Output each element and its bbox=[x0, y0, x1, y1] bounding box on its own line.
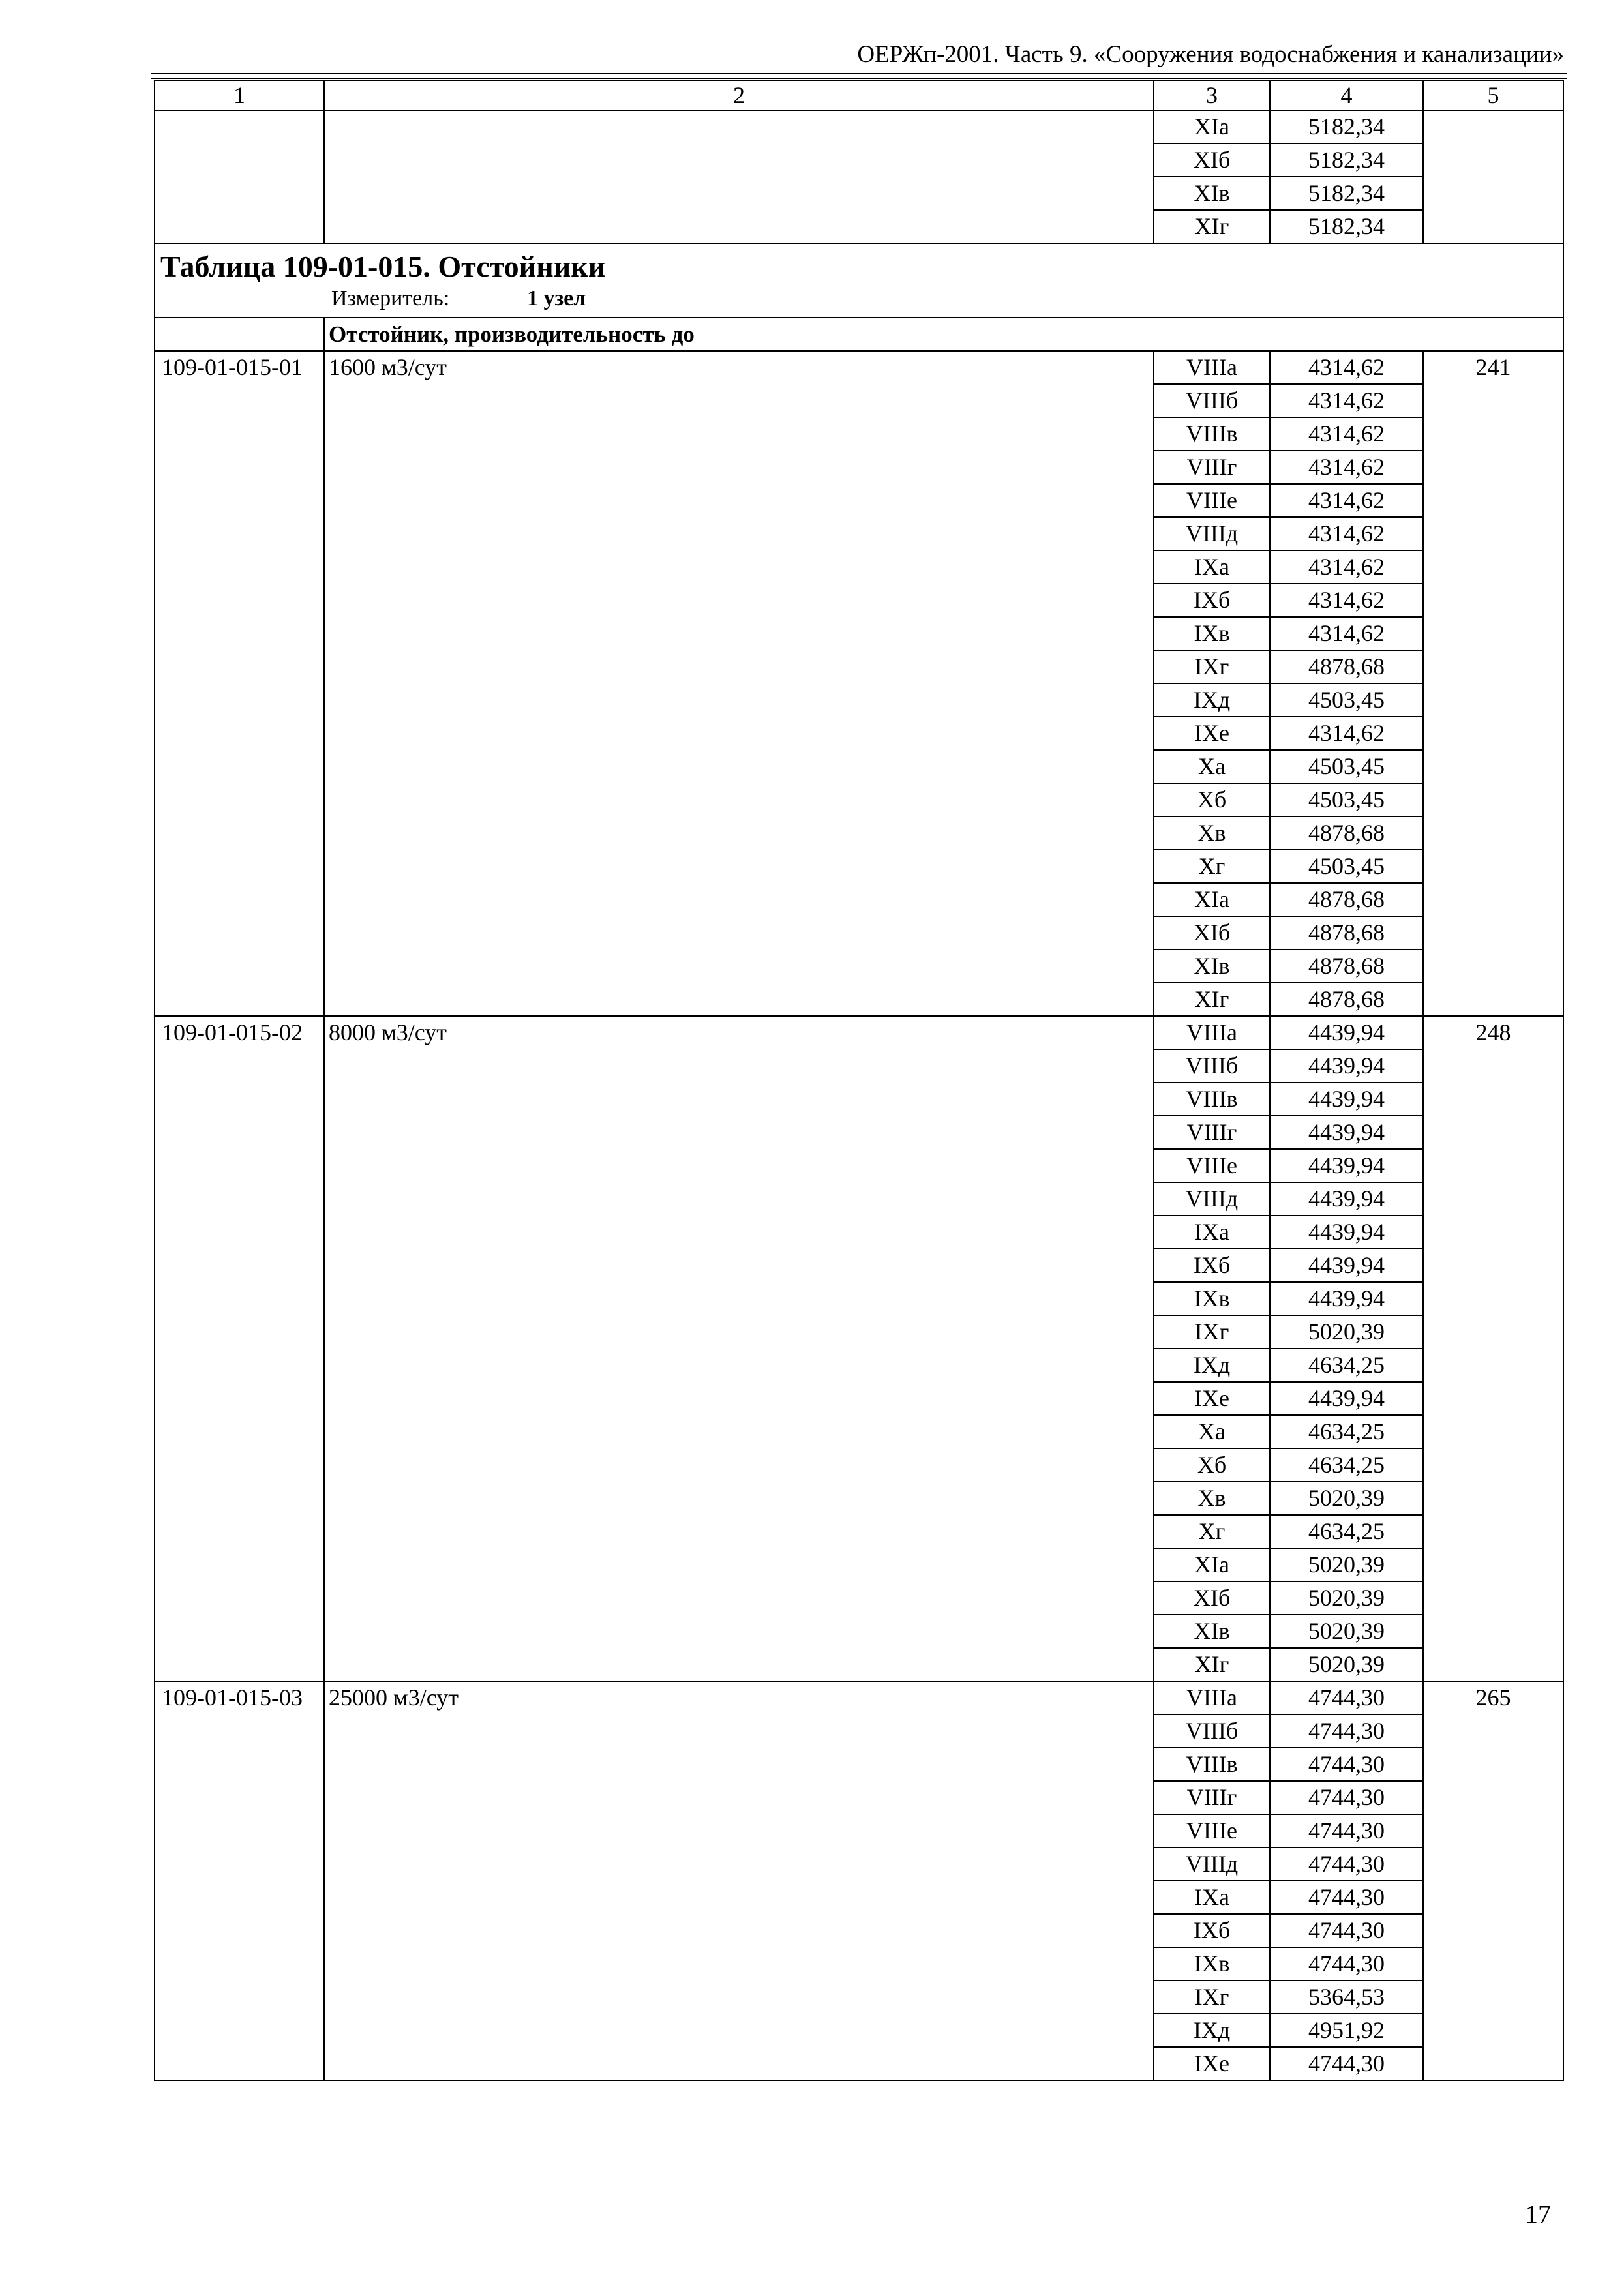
zone-cell: XIб bbox=[1154, 916, 1270, 950]
price-cell: 4634,25 bbox=[1270, 1515, 1423, 1548]
zone-cell: VIIIг bbox=[1154, 1116, 1270, 1149]
running-header: ОЕРЖп-2001. Часть 9. «Сооружения водоснабжения и канализации» bbox=[857, 41, 1564, 68]
price-cell: 4878,68 bbox=[1270, 650, 1423, 683]
zone-cell: IXе bbox=[1154, 2047, 1270, 2080]
column-number-cell: 3 bbox=[1154, 80, 1270, 110]
price-cell: 5020,39 bbox=[1270, 1482, 1423, 1515]
zone-cell: XIг bbox=[1154, 983, 1270, 1016]
subheading: Отстойник, производительность до bbox=[329, 322, 695, 347]
column-number-cell: 4 bbox=[1270, 80, 1423, 110]
zone-cell: VIIIа bbox=[1154, 351, 1270, 384]
price-cell: 4744,30 bbox=[1270, 1714, 1423, 1748]
zone-cell: VIIIа bbox=[1154, 1681, 1270, 1714]
price-cell: 4744,30 bbox=[1270, 1814, 1423, 1848]
price-cell: 4439,94 bbox=[1270, 1116, 1423, 1149]
zone-cell: IXв bbox=[1154, 1947, 1270, 1981]
price-cell: 4634,25 bbox=[1270, 1415, 1423, 1448]
zone-cell: VIIIе bbox=[1154, 1814, 1270, 1848]
zone-cell: XIа bbox=[1154, 883, 1270, 916]
price-cell: 4314,62 bbox=[1270, 584, 1423, 617]
zone-cell: VIIIд bbox=[1154, 1182, 1270, 1216]
price-cell: 4744,30 bbox=[1270, 1881, 1423, 1914]
zone-cell: VIIIе bbox=[1154, 1149, 1270, 1182]
price-cell: 4503,45 bbox=[1270, 683, 1423, 717]
price-cell: 4744,30 bbox=[1270, 1781, 1423, 1814]
price-cell: 4314,62 bbox=[1270, 451, 1423, 484]
page-number: 17 bbox=[1525, 2200, 1551, 2229]
price-cell: 4951,92 bbox=[1270, 2014, 1423, 2047]
price-table bbox=[154, 80, 1564, 2081]
zone-cell: Xб bbox=[1154, 1448, 1270, 1482]
zone-cell: IXд bbox=[1154, 2014, 1270, 2047]
zone-cell: XIв bbox=[1154, 950, 1270, 983]
zone-cell: VIIIг bbox=[1154, 1781, 1270, 1814]
item-code-cell: 109-01-015-03 bbox=[155, 1681, 324, 2080]
measure-value: 1 узел bbox=[527, 286, 586, 310]
price-cell: 4744,30 bbox=[1270, 1947, 1423, 1981]
price-cell: 4744,30 bbox=[1270, 1848, 1423, 1881]
item-name-cell: 25000 м3/сут bbox=[324, 1681, 1154, 2080]
zone-cell: IXа bbox=[1154, 1881, 1270, 1914]
price-cell: 4314,62 bbox=[1270, 717, 1423, 750]
price-cell: 4439,94 bbox=[1270, 1382, 1423, 1415]
price-cell: 4314,62 bbox=[1270, 384, 1423, 417]
zone-cell: Xа bbox=[1154, 1415, 1270, 1448]
zone-cell: VIIIд bbox=[1154, 1848, 1270, 1881]
zone-cell: IXг bbox=[1154, 1981, 1270, 2014]
zone-cell: IXв bbox=[1154, 1282, 1270, 1315]
column-number-row bbox=[155, 80, 1563, 110]
zone-cell: XIв bbox=[1154, 1615, 1270, 1648]
price-cell: 4744,30 bbox=[1270, 2047, 1423, 2080]
zone-cell: XIг bbox=[1154, 1648, 1270, 1681]
price-cell: 4314,62 bbox=[1270, 550, 1423, 584]
price-cell: 5020,39 bbox=[1270, 1648, 1423, 1681]
price-cell: 5182,34 bbox=[1270, 177, 1423, 210]
zone-cell: XIб bbox=[1154, 143, 1270, 177]
column-number-cell: 1 bbox=[155, 80, 324, 110]
price-cell: 4314,62 bbox=[1270, 351, 1423, 384]
zone-cell: Xв bbox=[1154, 816, 1270, 850]
zone-cell: IXа bbox=[1154, 550, 1270, 584]
price-cell: 4503,45 bbox=[1270, 783, 1423, 816]
price-cell: 5020,39 bbox=[1270, 1581, 1423, 1615]
price-cell: 5020,39 bbox=[1270, 1615, 1423, 1648]
price-cell: 4503,45 bbox=[1270, 750, 1423, 783]
subheading-cell bbox=[324, 318, 1563, 351]
zone-cell: XIа bbox=[1154, 1548, 1270, 1581]
zone-cell: XIв bbox=[1154, 177, 1270, 210]
zone-cell: VIIIа bbox=[1154, 1016, 1270, 1049]
price-cell: 4439,94 bbox=[1270, 1249, 1423, 1282]
zone-cell: IXб bbox=[1154, 584, 1270, 617]
table-row bbox=[155, 1681, 1563, 1714]
item-code-cell: 109-01-015-01 bbox=[155, 351, 324, 1016]
price-cell: 4634,25 bbox=[1270, 1349, 1423, 1382]
price-cell: 4878,68 bbox=[1270, 883, 1423, 916]
price-cell: 4878,68 bbox=[1270, 816, 1423, 850]
col5-cell: 265 bbox=[1423, 1681, 1563, 2080]
zone-cell: Xг bbox=[1154, 850, 1270, 883]
zone-cell: IXа bbox=[1154, 1216, 1270, 1249]
column-number-cell: 2 bbox=[324, 80, 1154, 110]
item-name-cell: 1600 м3/сут bbox=[324, 351, 1154, 1016]
header-rule-double bbox=[151, 78, 1567, 79]
col5-cell: 241 bbox=[1423, 351, 1563, 1016]
zone-cell: XIб bbox=[1154, 1581, 1270, 1615]
zone-cell: Xв bbox=[1154, 1482, 1270, 1515]
table-row bbox=[155, 351, 1563, 384]
price-table-body bbox=[155, 80, 1563, 2080]
zone-cell: IXв bbox=[1154, 617, 1270, 650]
price-cell: 4439,94 bbox=[1270, 1282, 1423, 1315]
price-cell: 4878,68 bbox=[1270, 950, 1423, 983]
zone-cell: VIIIб bbox=[1154, 384, 1270, 417]
price-cell: 5020,39 bbox=[1270, 1548, 1423, 1581]
table-row bbox=[155, 110, 1563, 143]
zone-cell: VIIIв bbox=[1154, 1083, 1270, 1116]
item-name-cell: 8000 м3/сут bbox=[324, 1016, 1154, 1681]
price-cell: 4744,30 bbox=[1270, 1748, 1423, 1781]
price-cell: 5364,53 bbox=[1270, 1981, 1423, 2014]
price-cell: 4314,62 bbox=[1270, 417, 1423, 451]
code-cell bbox=[155, 110, 324, 243]
price-cell: 5020,39 bbox=[1270, 1315, 1423, 1349]
price-cell: 5182,34 bbox=[1270, 110, 1423, 143]
column-number-cell: 5 bbox=[1423, 80, 1563, 110]
table-title: Таблица 109-01-015. Отстойники bbox=[160, 250, 606, 283]
price-cell: 4439,94 bbox=[1270, 1016, 1423, 1049]
zone-cell: Xг bbox=[1154, 1515, 1270, 1548]
zone-cell: IXе bbox=[1154, 1382, 1270, 1415]
price-cell: 4439,94 bbox=[1270, 1216, 1423, 1249]
col5-cell: 248 bbox=[1423, 1016, 1563, 1681]
price-cell: 4439,94 bbox=[1270, 1182, 1423, 1216]
table-row bbox=[155, 1016, 1563, 1049]
price-cell: 4634,25 bbox=[1270, 1448, 1423, 1482]
item-code-cell: 109-01-015-02 bbox=[155, 1016, 324, 1681]
price-cell: 4439,94 bbox=[1270, 1083, 1423, 1116]
code-cell bbox=[155, 318, 324, 351]
zone-cell: VIIIб bbox=[1154, 1049, 1270, 1083]
zone-cell: VIIIв bbox=[1154, 1748, 1270, 1781]
zone-cell: Xб bbox=[1154, 783, 1270, 816]
zone-cell: IXг bbox=[1154, 650, 1270, 683]
zone-cell: XIг bbox=[1154, 210, 1270, 243]
zone-cell: VIIIб bbox=[1154, 1714, 1270, 1748]
zone-cell: VIIIг bbox=[1154, 451, 1270, 484]
zone-cell: IXд bbox=[1154, 1349, 1270, 1382]
price-cell: 4314,62 bbox=[1270, 484, 1423, 517]
zone-cell: IXб bbox=[1154, 1249, 1270, 1282]
zone-cell: Xа bbox=[1154, 750, 1270, 783]
zone-cell: IXе bbox=[1154, 717, 1270, 750]
subheading-row bbox=[155, 318, 1563, 351]
header-rule bbox=[151, 73, 1567, 74]
zone-cell: XIа bbox=[1154, 110, 1270, 143]
price-cell: 4314,62 bbox=[1270, 617, 1423, 650]
table-title-row bbox=[155, 243, 1563, 318]
zone-cell: IXд bbox=[1154, 683, 1270, 717]
name-cell bbox=[324, 110, 1154, 243]
zone-cell: VIIIе bbox=[1154, 484, 1270, 517]
price-cell: 4878,68 bbox=[1270, 916, 1423, 950]
price-cell: 4744,30 bbox=[1270, 1681, 1423, 1714]
price-cell: 4503,45 bbox=[1270, 850, 1423, 883]
price-cell: 4314,62 bbox=[1270, 517, 1423, 550]
measure-label: Измеритель: bbox=[331, 286, 450, 310]
zone-cell: VIIIв bbox=[1154, 417, 1270, 451]
zone-cell: IXг bbox=[1154, 1315, 1270, 1349]
price-cell: 4878,68 bbox=[1270, 983, 1423, 1016]
price-cell: 4439,94 bbox=[1270, 1049, 1423, 1083]
price-cell: 4439,94 bbox=[1270, 1149, 1423, 1182]
zone-cell: IXб bbox=[1154, 1914, 1270, 1947]
table-title-cell bbox=[155, 243, 1563, 318]
zone-cell: VIIIд bbox=[1154, 517, 1270, 550]
col5-cell bbox=[1423, 110, 1563, 243]
price-cell: 5182,34 bbox=[1270, 210, 1423, 243]
price-cell: 5182,34 bbox=[1270, 143, 1423, 177]
price-cell: 4744,30 bbox=[1270, 1914, 1423, 1947]
